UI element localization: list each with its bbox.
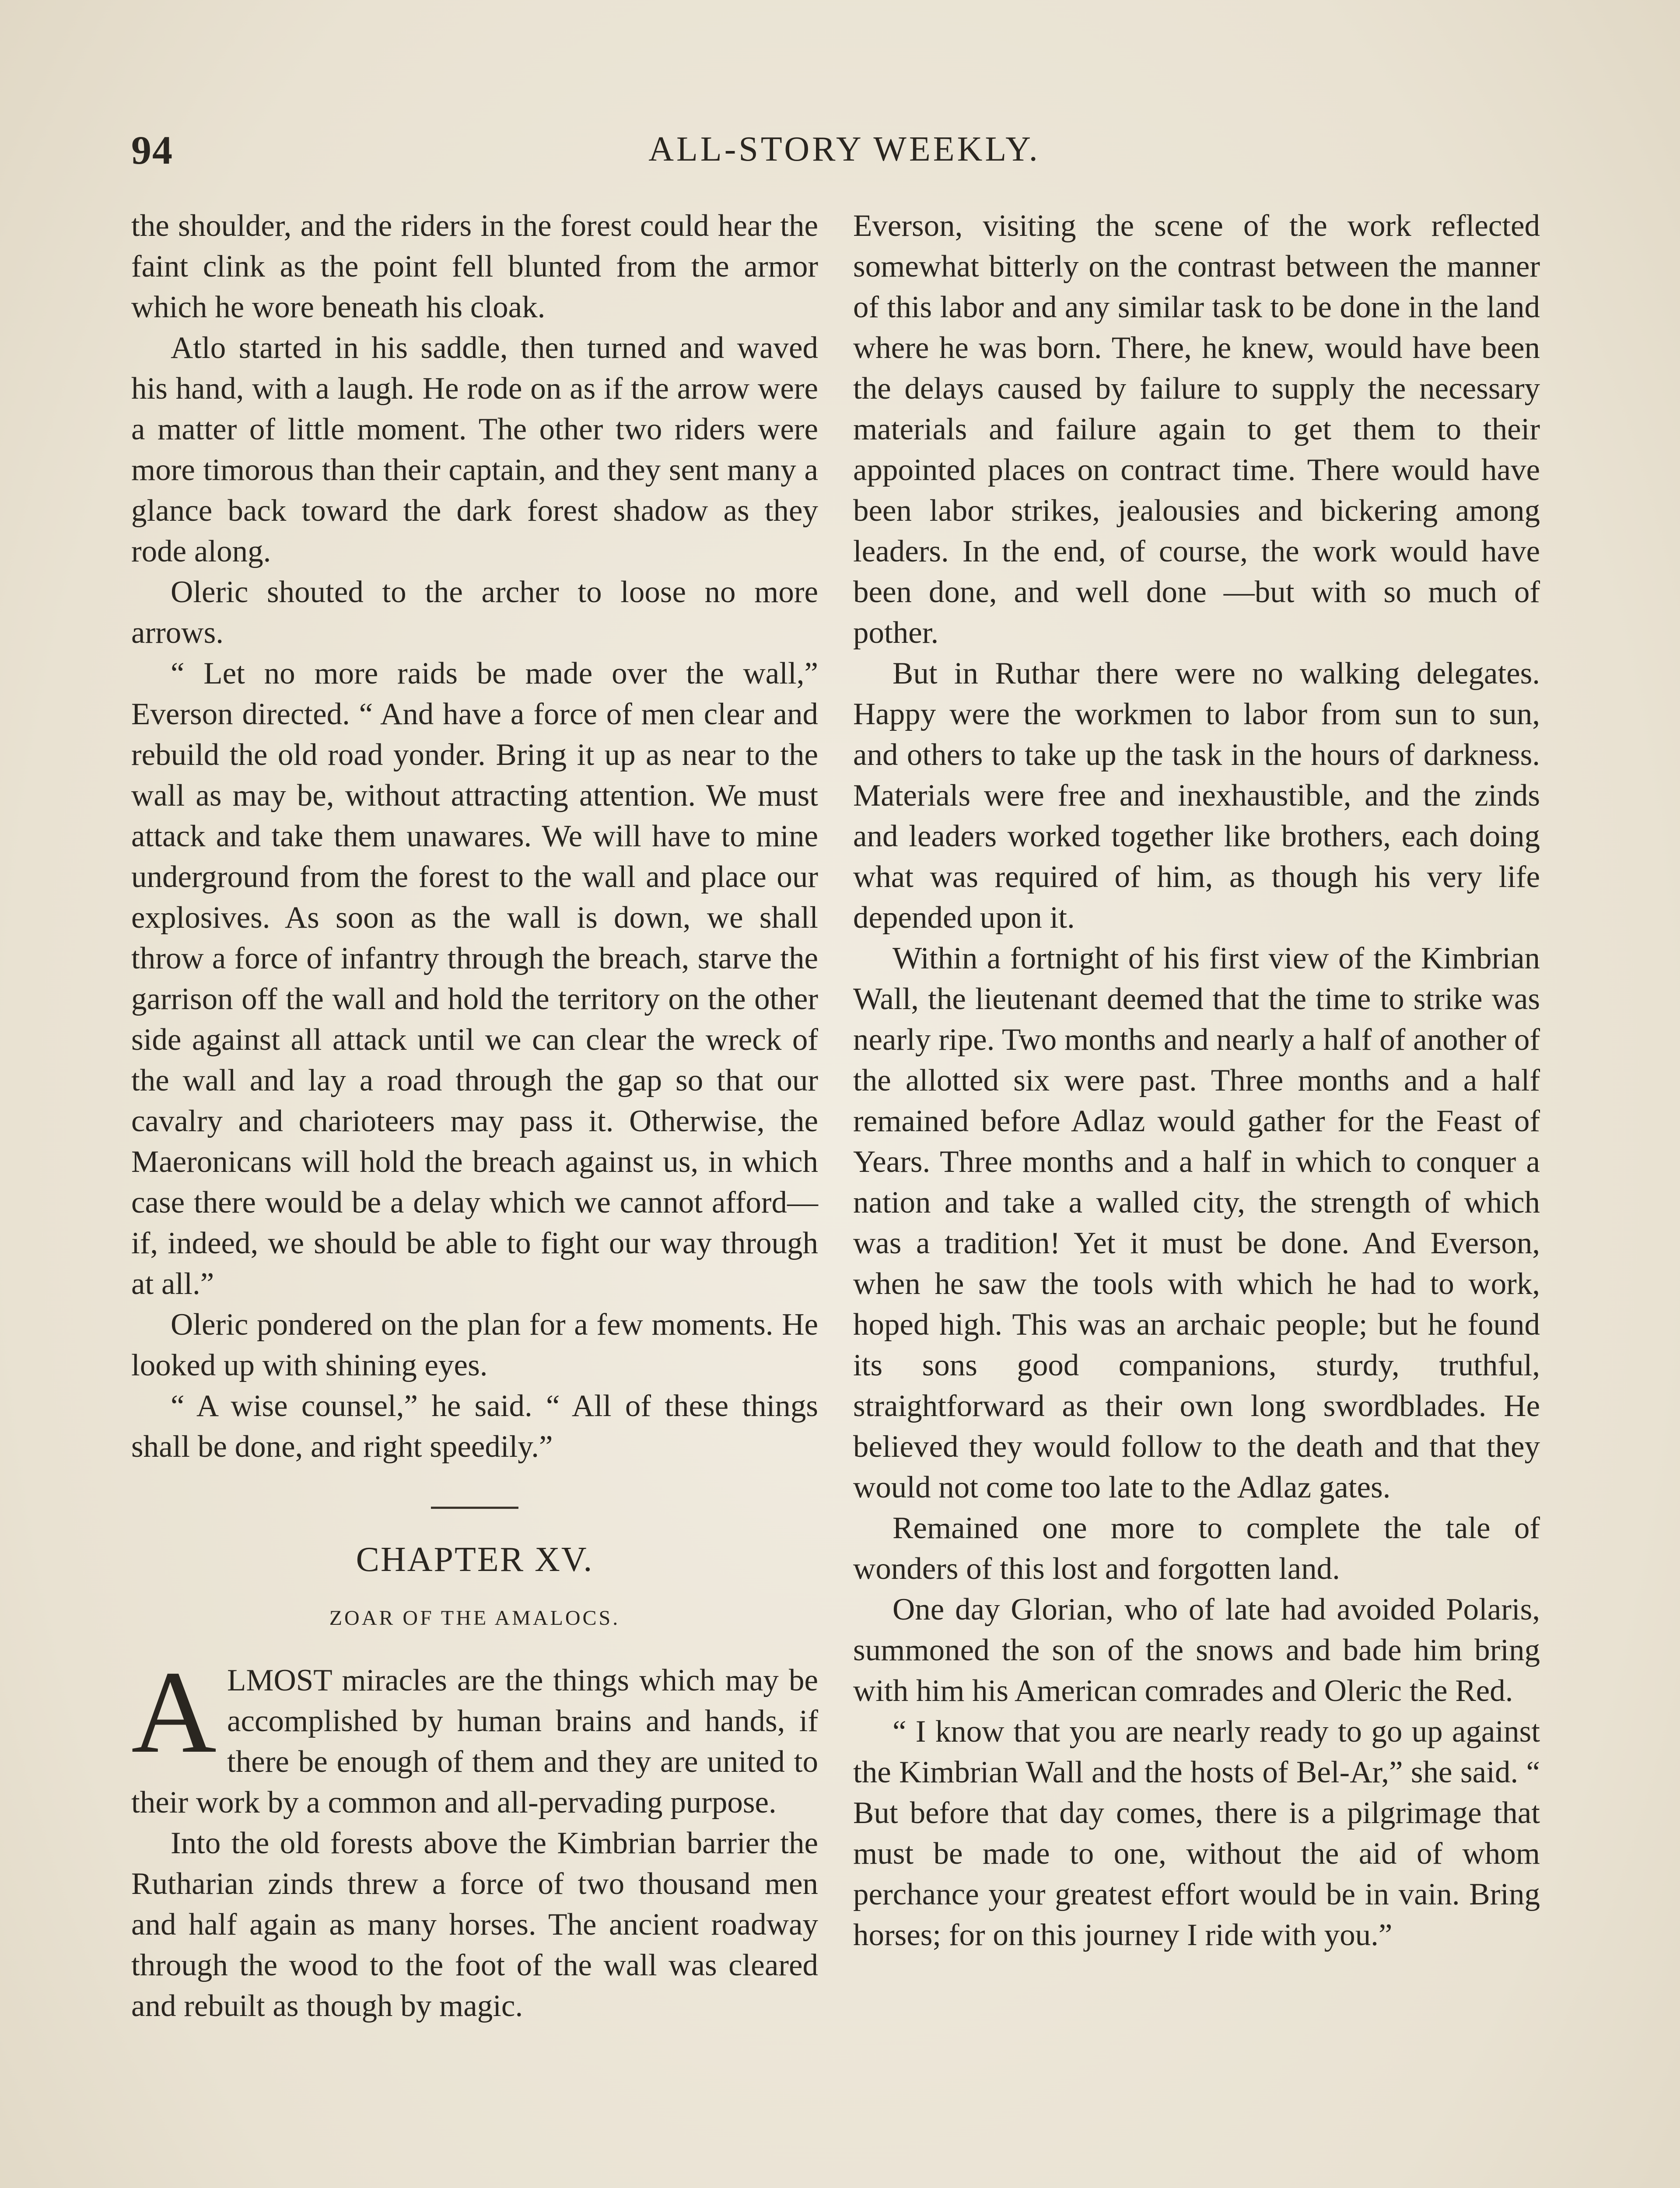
paragraph: “ Let no more raids be made over the wall,” Everson directed. “ And have a force of men clear and rebuild the old road yonder. Bring it up as near to the wall as may be, without attracting attention. We must attack and take them unawares. We will have to mine underground from the forest to the wall and place our explosives. As soon as the wall is down, we shall throw a force of infantry through the breach, starve the garrison off the wall and hold the territory on the other side against all attack until we can clear the wreck of the wall and lay a road through the gap so that our cavalry and charioteers may pass it. Otherwise, the Maeronicans will hold the breach against us, in which case there would be a delay which we cannot afford—if, indeed, we should be able to fight our way through at all.” [131,656,818,1301]
paragraph: “ I know that you are nearly ready to go up against the Kimbrian Wall and the hosts of Bel-Ar,” she said. “ But before that day comes, there is a pilgrimage that must be made to one, without the aid of whom perchance your greatest effort would be in vain. Bring horses; for on this journey I ride with you.” [853,1715,1540,1952]
chapter-title: CHAPTER XV. [356,1540,594,1579]
paragraph: “ A wise counsel,” he said. “ All of these things shall be done, and right speedily.” [131,1389,818,1464]
chapter-subtitle: ZOAR OF THE AMALOCS. [329,1606,620,1630]
running-head: ALL-STORY WEEKLY. [648,130,1040,168]
paragraph: Remained one more to complete the tale of wonders of this lost and forgotten land. [853,1511,1540,1586]
drop-cap: A [131,1647,217,1778]
paragraph: Within a fortnight of his first view of the Kimbrian Wall, the lieutenant deemed that the time to strike was nearly ripe. Two months and nearly a half of another of the allotted six were past. Three months and a half remained before Adlaz would gather for the Feast of Years. Three months and a half in which to conquer a nation and take a walled city, the strength of which was a tradition! Yet it must be done. And Everson, when he saw the tools with which he had to work, hoped high. This was an archaic people; but he found its sons good companions, sturdy, truthful, straightforward as their own long swordblades. He believed they would follow to the death and that they would not come too late to the Adlaz gates. [853,941,1540,1504]
paragraph: the shoulder, and the riders in the forest could hear the faint clink as the point fell blunted from the armor which he wore beneath his cloak. [131,209,818,324]
paragraph: One day Glorian, who of late had avoided Polaris, summoned the son of the snows and bade him bring with him his American comrades and Oleric the Red. [853,1592,1540,1708]
paragraph: Into the old forests above the Kimbrian barrier the Rutharian zinds threw a force of two thousand men and half again as many horses. The ancient roadway through the wood to the foot of the wall was cleared and rebuilt as though by magic. [131,1826,818,2023]
paragraph: Everson, visiting the scene of the work reflected somewhat bitterly on the contrast between the manner of this labor and any similar task to be done in the land where he was born. There, he knew, would have been the delays caused by failure to supply the necessary materials and failure again to get them to their appointed places on contract time. There would have been labor strikes, jealousies and bickering among leaders. In the end, of course, the work would have been done, and well done —but with so much of pother. [853,209,1540,650]
right-column [853,206,1540,1956]
opening-paragraph-text: LMOST miracles are the things which may be accomplished by human brains and hands, if there be enough of them and they are united to their work by a common and all-pervading purpose. [131,1663,818,1820]
left-paragraphs-before [131,206,818,1467]
paragraph: Atlo started in his saddle, then turned and waved his hand, with a laugh. He rode on as if the arrow were a matter of little moment. The other two riders were more timorous than their captain, and they sent many a glance back toward the dark forest shadow as they rode along. [131,331,818,568]
left-paragraphs-after [131,1823,818,2027]
paragraph: But in Ruthar there were no walking delegates. Happy were the workmen to labor from sun to sun, and others to take up the task in the hours of darkness. Materials were free and inexhaustible, and the zinds and leaders worked together like brothers, each doing what was required of him, as though his very life depended upon it. [853,656,1540,935]
left-column [131,206,818,2027]
chapter-opening-paragraph [131,1647,818,1823]
right-paragraphs [853,206,1540,1956]
chapter-divider-rule [431,1507,518,1509]
paragraph: Oleric pondered on the plan for a few moments. He looked up with shining eyes. [131,1308,818,1382]
paragraph: Oleric shouted to the archer to loose no more arrows. [131,575,818,650]
page-number: 94 [131,128,173,172]
page-header [131,127,1558,188]
